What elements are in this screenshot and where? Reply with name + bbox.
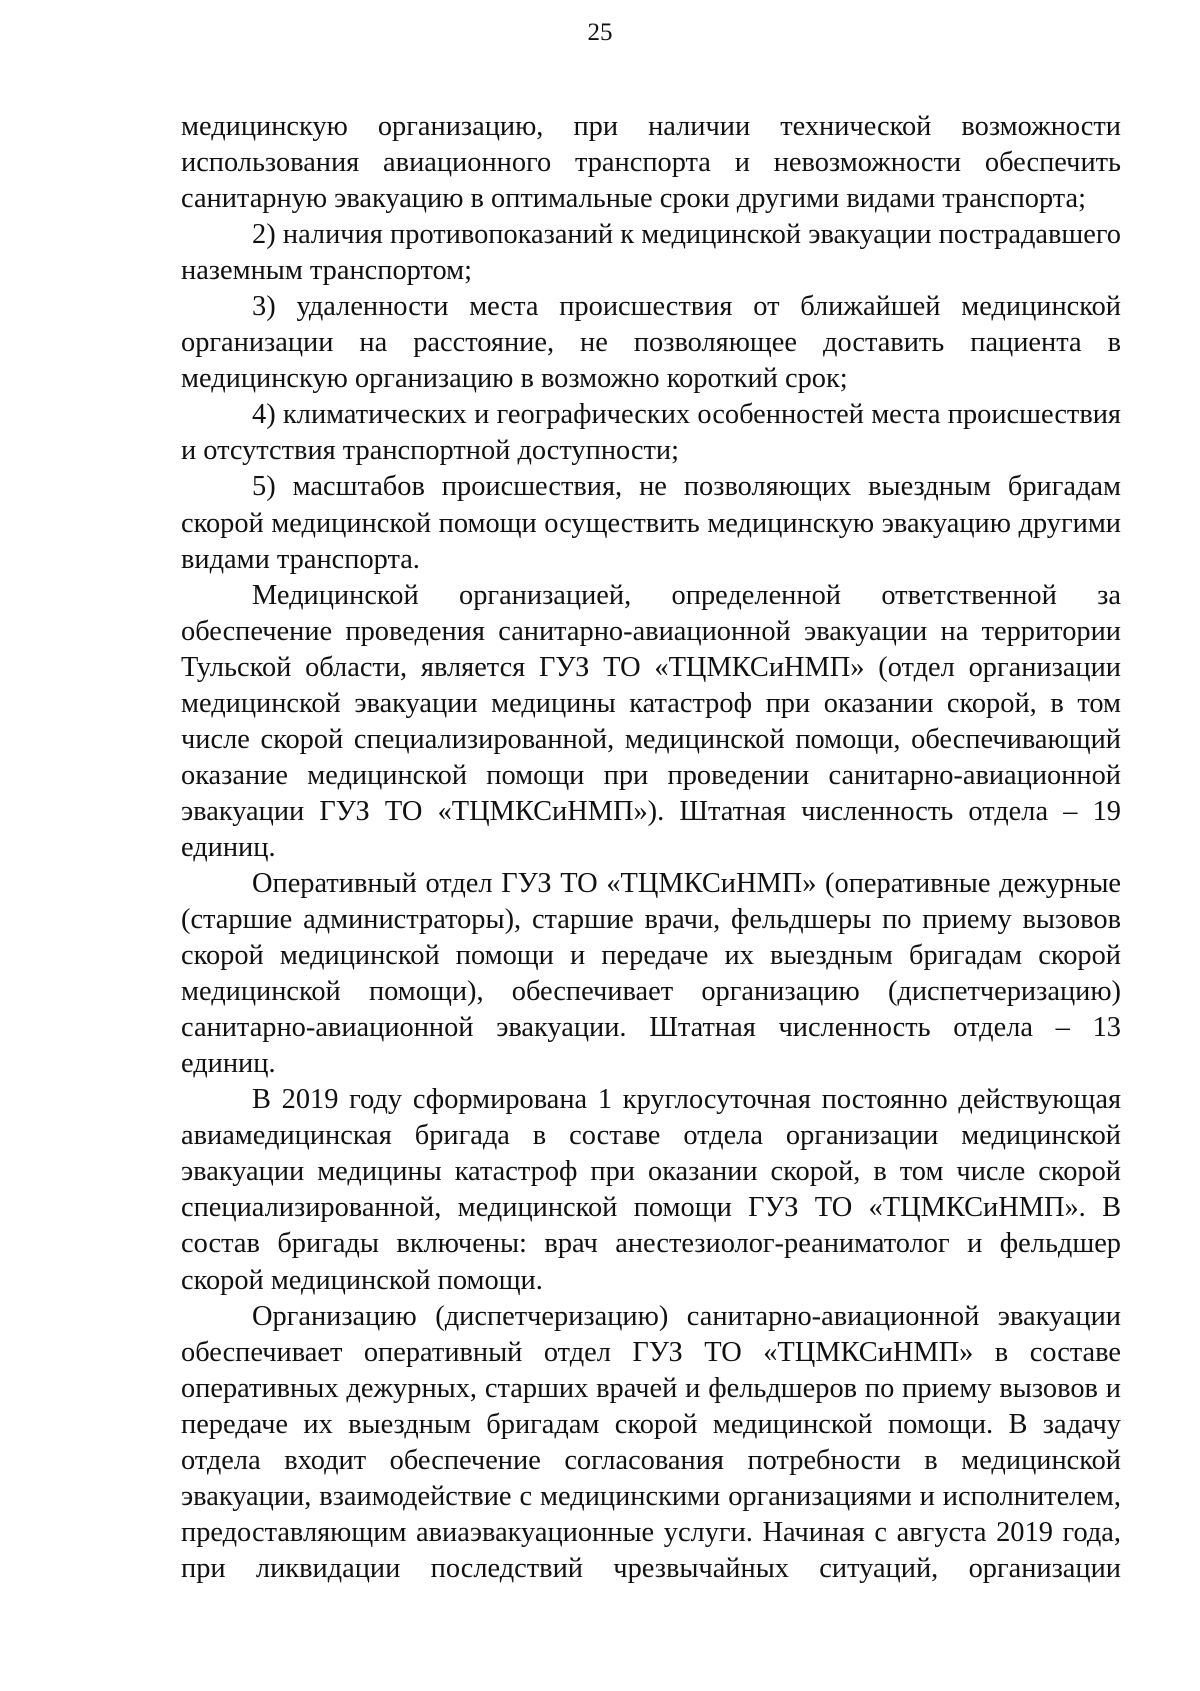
paragraph-continuation: медицинскую организацию, при наличии технической возможности использования авиационного транспорта и невозможности обеспечить санитарную эвакуацию в оптимальные сроки другими видами транспорта; — [181, 111, 1121, 215]
list-item-4: 4) климатических и географических особенностей места происшествия и отсутствия транспортной доступности; — [181, 399, 1121, 467]
document-body — [181, 109, 1121, 1587]
paragraph-responsible-organization: Медицинской организацией, определенной ответственной за обеспечение проведения санитарно-авиационной эвакуации на территории Тульской области, является ГУЗ ТО «ТЦМКСиНМП» (отдел организации медицинской эвакуации медицины катастроф при оказании скорой, в том числе скорой специализированной, медицинской помощи, обеспечивающий оказание медицинской помощи при проведении санитарно-авиационной эвакуации ГУЗ ТО «ТЦМКСиНМП»). Штатная численность отдела – 19 единиц. — [181, 579, 1121, 863]
paragraph-dispatching: Организацию (диспетчеризацию) санитарно-авиационной эвакуации обеспечивает оперативный отдел ГУЗ ТО «ТЦМКСиНМП» в составе оперативных дежурных, старших врачей и фельдшеров по приему вызовов и передаче их выездным бригадам скорой медицинской помощи. В задачу отдела входит обеспечение согласования потребности в медицинской эвакуации, взаимодействие с медицинскими организациями и исполнителем, предоставляющим авиаэвакуационные услуги. Начиная с августа 2019 года, при ликвидации последствий чрезвычайных ситуаций, организации — [181, 1300, 1121, 1584]
paragraph-aviation-team: В 2019 году сформирована 1 круглосуточная постоянно действующая авиамедицинская бригада в составе отдела организации медицинской эвакуации медицины катастроф при оказании скорой, в том числе скорой специализированной, медицинской помощи ГУЗ ТО «ТЦМКСиНМП». В состав бригады включены: врач анестезиолог-реаниматолог и фельдшер скорой медицинской помощи. — [181, 1084, 1121, 1296]
paragraph-operational-department: Оперативный отдел ГУЗ ТО «ТЦМКСиНМП» (оперативные дежурные (старшие администраторы), старшие врачи, фельдшеры по приему вызовов скорой медицинской помощи и передаче их выездным бригадам скорой медицинской помощи), обеспечивает организацию (диспетчеризацию) санитарно-авиационной эвакуации. Штатная численность отдела – 13 единиц. — [181, 867, 1121, 1080]
page-number: 25 — [587, 19, 613, 46]
list-item-2: 2) наличия противопоказаний к медицинской эвакуации пострадавшего наземным транспортом; — [181, 219, 1121, 287]
list-item-3: 3) удаленности места происшествия от ближайшей медицинской организации на расстояние, не позволяющее доставить пациента в медицинскую организацию в возможно короткий срок; — [181, 291, 1121, 395]
list-item-5: 5) масштабов происшествия, не позволяющих выездным бригадам скорой медицинской помощи осуществить медицинскую эвакуацию другими видами транспорта. — [181, 471, 1121, 575]
